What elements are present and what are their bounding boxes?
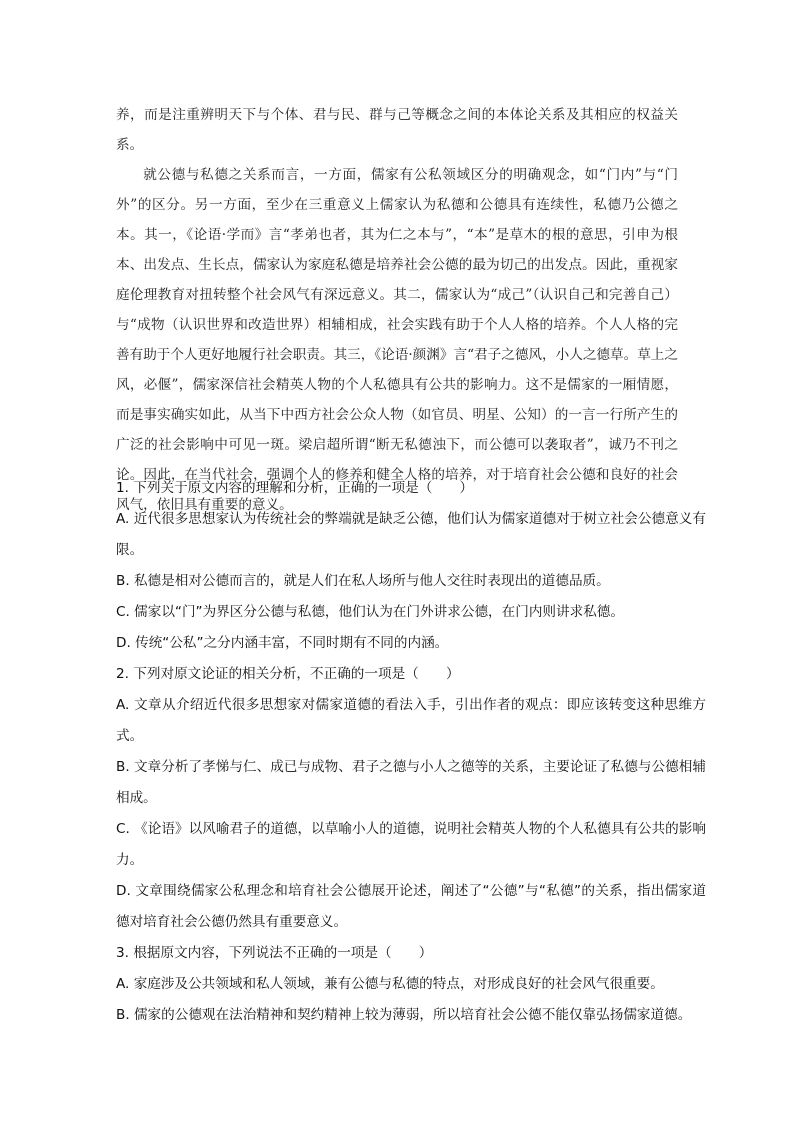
option-b: B. 儒家的公德观在法治精神和契约精神上较为薄弱，所以培育社会公德不能仅靠弘扬儒家道德。: [116, 1007, 692, 1023]
question-stem: 2. 下列对原文论证的相关分析，不正确的一项是（ ）: [116, 666, 460, 682]
passage-paragraph: 就公德与私德之关系而言，一方面，儒家有公私领域区分的明确观念，如“门内”与“门外”的区分。另一方面，至少在三重意义上儒家认为私德和公德具有连续性，私德乃公德之本。其一，《论语·学而》言“孝弟也者，其为仁之本与”，“本”是草木的根的意思，引申为根本、出发点、生长点，儒家认为家庭私德是培养社会公德的最为切己的出发点。因此，重视家庭伦理教育对扭转整个社会风气有深远意义。其二，儒家认为“成己”（认识自己和完善自己）与“成物（认识世界和改造世界）相辅相成，社会实践有助于个人人格的培养。个人人格的完善有助于个人更好地履行社会职责。其三，《论语·颜渊》言“君子之德风，小人之德草。草上之风，必偃”，儒家深信社会精英人物的个人私德具有公共的影响力。这不是儒家的一厢情愿，而是事实确实如此，从当下中西方社会公众人物（如官员、明星、公知）的一言一行所产生的广泛的社会影响中可见一斑。梁启超所谓“断无私德浊下，而公德可以袭取者”，诚乃不刊之论。因此，在当代社会，强调个人的修养和健全人格的培养，对于培育社会公德和良好的社会风气，依旧具有重要的意义。: [116, 167, 678, 513]
option-a: A. 文章从介绍近代很多思想家对儒家道德的看法入手，引出作者的观点：即应该转变这种思维方式。: [116, 697, 706, 744]
question-2: [116, 659, 706, 938]
question-list: [116, 473, 706, 1031]
option-d: D. 传统“公私”之分内涵丰富，不同时期有不同的内涵。: [116, 635, 449, 651]
question-1: [116, 473, 706, 659]
option-a: A. 近代很多思想家认为传统社会的弊端就是缺乏公德，他们认为儒家道德对于树立社会公德意义有限。: [116, 511, 706, 558]
option-b: B. 私德是相对公德而言的，就是人们在私人场所与他人交往时表现出的道德品质。: [116, 573, 610, 589]
question-stem: 3. 根据原文内容，下列说法不正确的一项是（ ）: [116, 945, 433, 961]
option-c: C. 《论语》以风喻君子的道德，以草喻小人的道德，说明社会精英人物的个人私德具有公共的影响力。: [116, 821, 706, 868]
passage-paragraph: 养，而是注重辨明天下与个体、君与民、群与己等概念之间的本体论关系及其相应的权益关系。: [116, 107, 678, 153]
reading-passage: [116, 100, 678, 520]
option-d: D. 文章围绕儒家公私理念和培育社会公德展开论述，阐述了“公德”与“私德”的关系，指出儒家道德对培育社会公德仍然具有重要意义。: [116, 883, 706, 930]
question-stem: 1. 下列关于原文内容的理解和分析，正确的一项是（ ）: [116, 480, 474, 496]
option-a: A. 家庭涉及公共领域和私人领域，兼有公德与私德的特点，对形成良好的社会风气很重要。: [116, 976, 664, 992]
option-c: C. 儒家以“门”为界区分公德与私德，他们认为在门外讲求公德，在门内则讲求私德。: [116, 604, 624, 620]
option-b: B. 文章分析了孝悌与仁、成已与成物、君子之德与小人之德等的关系，主要论证了私德与公德相辅相成。: [116, 759, 706, 806]
question-3: [116, 938, 706, 1031]
